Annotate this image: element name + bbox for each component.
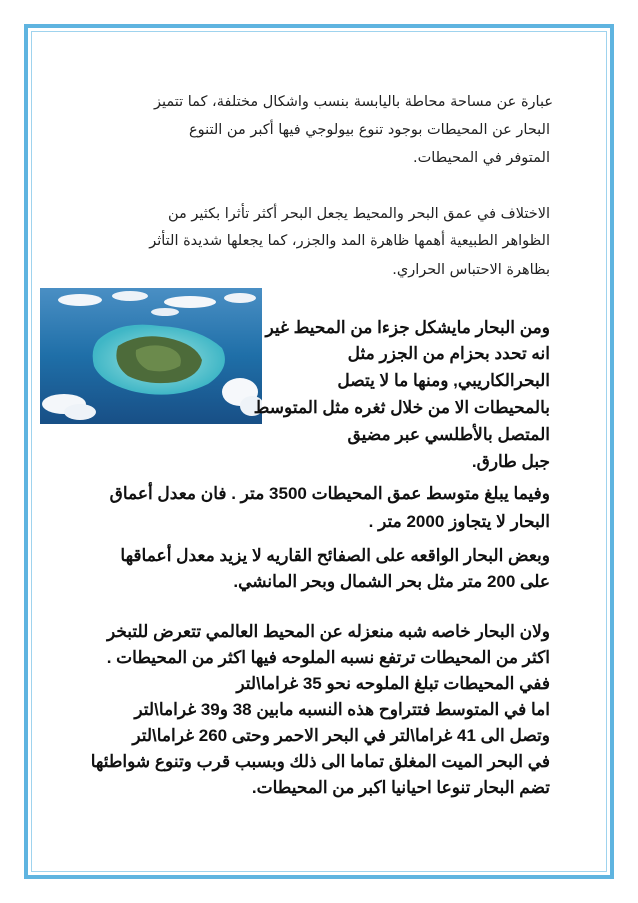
paragraph-3-line-6: جبل طارق. (471, 452, 550, 471)
paragraph-3-line-5: المتصل بالأطلسي عبر مضيق (347, 425, 550, 444)
paragraph-2-line-2: الظواهر الطبيعية أهمها ظاهرة المد والجزر، كما يجعلها شديدة التأثر (149, 233, 550, 249)
paragraph-6-line-5: وتصل الى 41 غراما\لتر في البحر الاحمر وحتى 260 غراما\لتر (132, 726, 550, 745)
paragraph-1-line-2: البحار عن المحيطات بوجود تنوع بيولوجي فيها أكبر من التنوع (188, 122, 550, 138)
paragraph-6-line-1: ولان البحار خاصه شبه منعزله عن المحيط العالمي تتعرض للتبخر (106, 622, 550, 641)
paragraph-6-line-2: اكثر من المحيطات ترتفع نسبه الملوحه فيها اكثر من المحيطات . (106, 648, 550, 667)
paragraph-3-line-3: البحرالكاريبي, ومنها ما لا يتصل (337, 371, 550, 390)
island-aerial-photo (40, 288, 262, 424)
paragraph-2-line-1: الاختلاف في عمق البحر والمحيط يجعل البحر أكثر تأثرا بكثير من (167, 206, 550, 222)
paragraph-4-line-2: البحار لا يتجاوز 2000 متر . (368, 512, 550, 531)
paragraph-6-line-4: اما في المتوسط فتتراوح هذه النسبه مابين 38 و39 غراما\لتر (134, 700, 550, 719)
paragraph-1-line-1: عبارة عن مساحة محاطة باليابسة بنسب واشكال مختلفة، كما تتميز (153, 94, 553, 110)
paragraph-3-line-4: بالمحيطات الا من خلال ثغره مثل المتوسط (253, 398, 550, 417)
paragraph-6-line-3: ففي المحيطات تبلغ الملوحه نحو 35 غراما\لتر (236, 674, 550, 693)
paragraph-6-line-6: في البحر الميت المغلق تماما الى ذلك وبسبب قرب وتنوع شواطئها (90, 752, 550, 771)
paragraph-3-line-1: ومن البحار مايشكل جزءا من المحيط غير (265, 318, 550, 337)
paragraph-6-line-7: تضم البحار تنوعا احيانيا اكبر من المحيطات. (251, 778, 550, 797)
paragraph-2-line-3: بظاهرة الاحتباس الحراري. (392, 262, 550, 278)
paragraph-5-line-2: على 200 متر مثل بحر الشمال وبحر المانشي. (233, 572, 550, 591)
paragraph-1-line-3: المتوفر في المحيطات. (413, 150, 550, 166)
paragraph-3-line-2: انه تحدد بحزام من الجزر مثل (347, 344, 550, 363)
paragraph-4-line-1: وفيما يبلغ متوسط عمق المحيطات 3500 متر . فان معدل أعماق (109, 484, 550, 503)
paragraph-5-line-1: وبعض البحار الواقعه على الصفائح القاريه لا يزيد معدل أعماقها (120, 546, 550, 565)
